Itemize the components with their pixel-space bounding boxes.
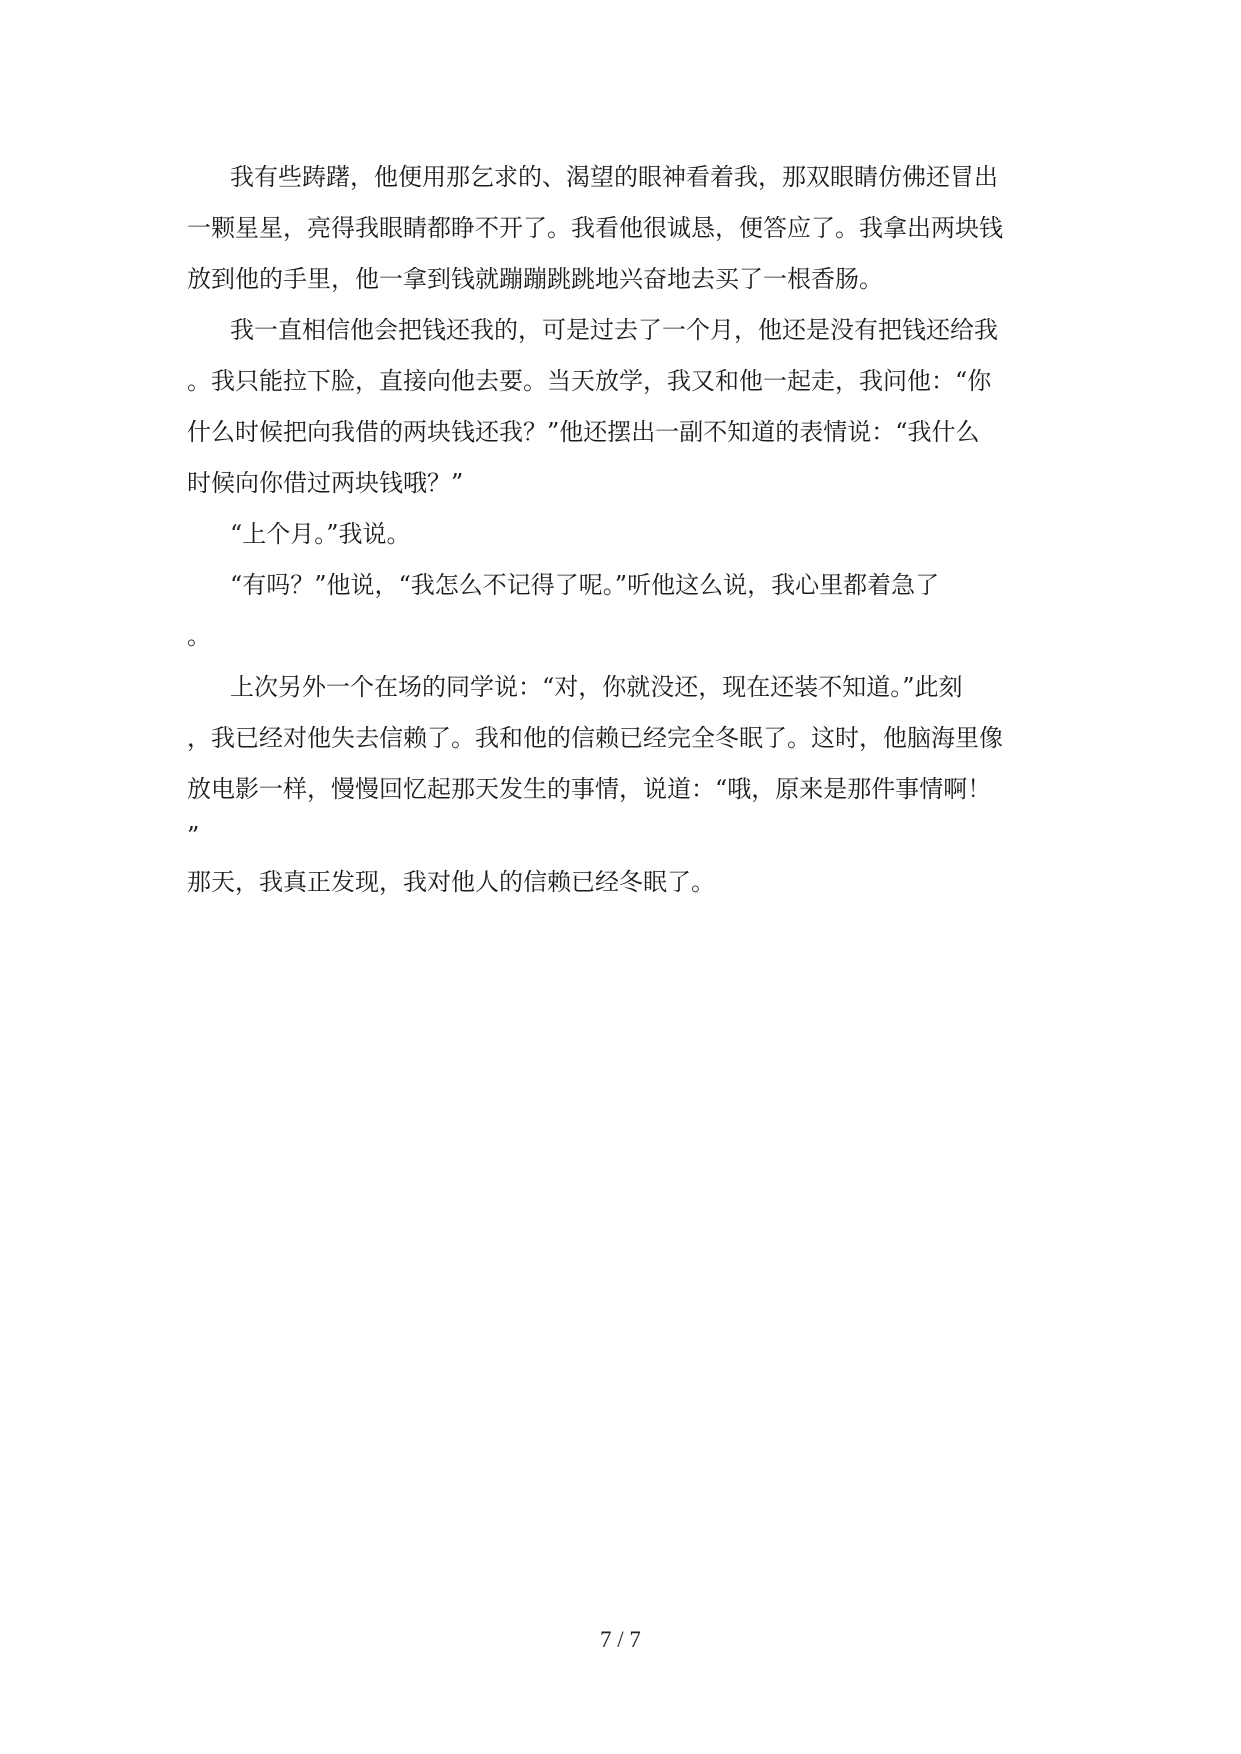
text-line: 放电影一样，慢慢回忆起那天发生的事情，说道：“哦，原来是那件事情啊！ bbox=[187, 775, 992, 803]
text-line: 那天，我真正发现，我对他人的信赖已经冬眠了。 bbox=[187, 868, 715, 896]
text-line: 放到他的手里，他一拿到钱就蹦蹦跳跳地兴奋地去买了一根香肠。 bbox=[187, 265, 883, 293]
page-number: 7 / 7 bbox=[600, 1627, 641, 1652]
text-line: 时候向你借过两块钱哦？” bbox=[187, 469, 464, 497]
text-line: ，我已经对他失去信赖了。我和他的信赖已经完全冬眠了。这时，他脑海里像 bbox=[187, 724, 1003, 752]
text-line: “有吗？”他说，“我怎么不记得了呢。”听他这么说，我心里都着急了 bbox=[230, 571, 940, 599]
text-line: 我有些踌躇，他便用那乞求的、渴望的眼神看着我，那双眼睛仿佛还冒出 bbox=[230, 163, 998, 191]
text-line: ” bbox=[187, 822, 200, 850]
text-line: 什么时候把向我借的两块钱还我？”他还摆出一副不知道的表情说：“我什么 bbox=[187, 418, 980, 446]
text-line: 我一直相信他会把钱还我的，可是过去了一个月，他还是没有把钱还给我 bbox=[230, 316, 998, 344]
document-body bbox=[187, 152, 1047, 908]
text-line: 。我只能拉下脸，直接向他去要。当天放学，我又和他一起走，我问他：“你 bbox=[187, 367, 992, 395]
text-line: 上次另外一个在场的同学说：“对，你就没还，现在还装不知道。”此刻 bbox=[230, 673, 963, 701]
text-line: “上个月。”我说。 bbox=[230, 520, 411, 548]
text-line: 。 bbox=[187, 622, 211, 650]
text-line: 一颗星星，亮得我眼睛都睁不开了。我看他很诚恳，便答应了。我拿出两块钱 bbox=[187, 214, 1003, 242]
